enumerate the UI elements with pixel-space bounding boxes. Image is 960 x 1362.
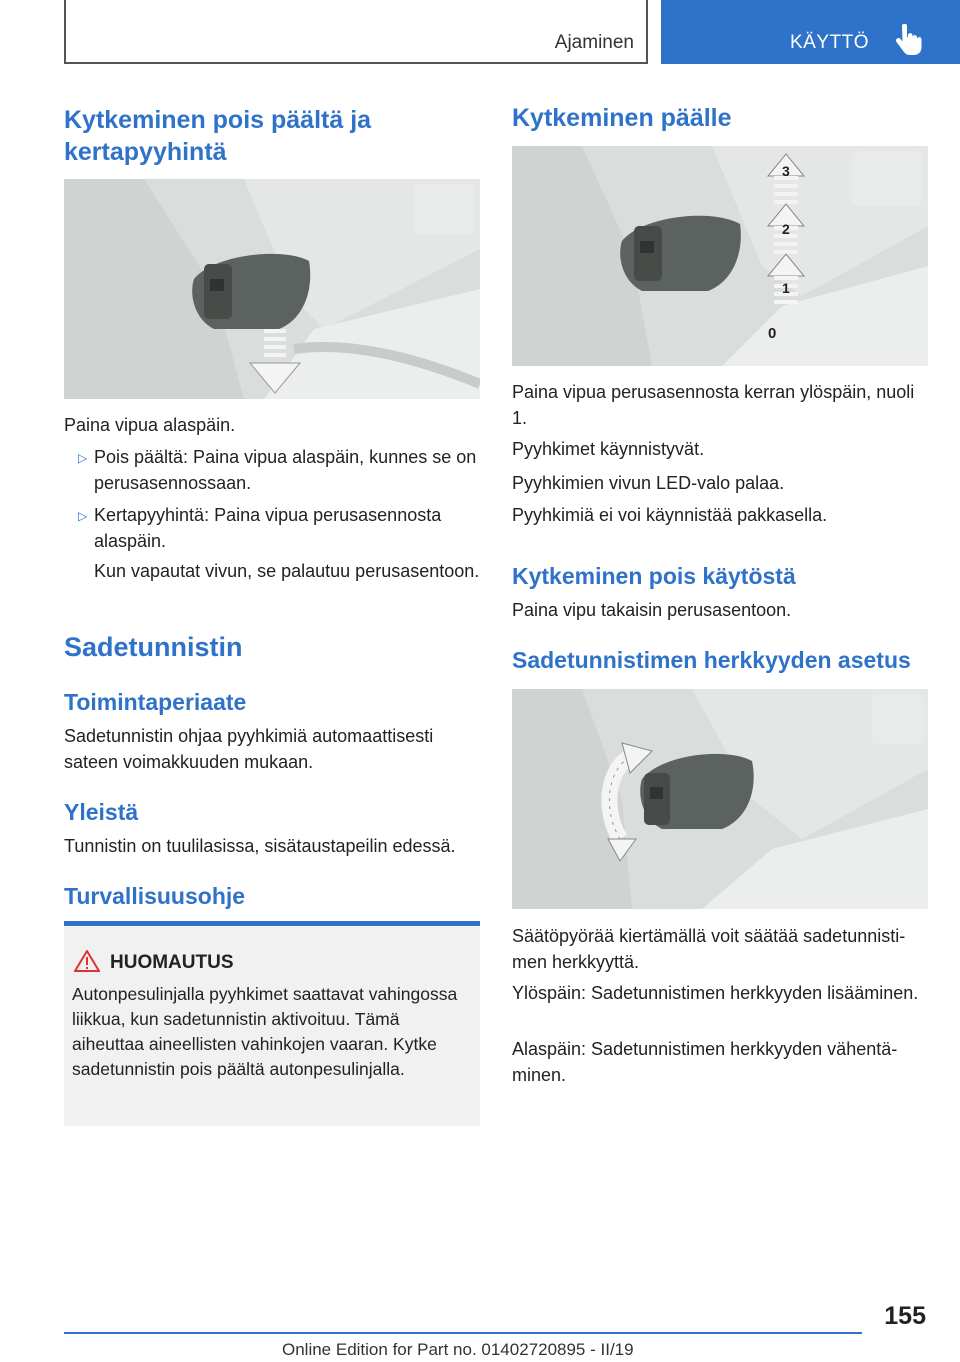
sensitivity-text-2: Ylöspäin: Sadetunnistimen herkkyyden lisääminen. — [512, 983, 919, 1003]
heading-rain-sensor: Sadetunnistin — [64, 632, 243, 662]
pointing-hand-icon — [893, 24, 923, 56]
footer-edition: Online Edition for Part no. 01402720895 - II/19 — [282, 1340, 634, 1359]
bullet-switch-off: Pois päältä: Paina vipua alaspäin, kunnes se on perusasennossaan. — [94, 447, 477, 493]
press-down-text: Paina vipua alaspäin. — [64, 415, 236, 435]
position-2-label: 2 — [782, 221, 790, 237]
heading-safety: Turvallisuusohje — [64, 883, 246, 909]
bullet-single-wipe-note: Kun vapautat vivun, se palautuu perusasentoon. — [94, 561, 480, 581]
warning-triangle-icon — [74, 950, 100, 972]
header-chapter: Ajaminen — [554, 32, 634, 53]
lever-up-illustration — [512, 146, 928, 366]
heading-switch-off: Kytkeminen pois päältä ja kertapyyhintä — [64, 106, 372, 166]
bullet-single-wipe: Kertapyyhintä: Paina vipua perusasennosta alaspäin. — [94, 505, 442, 551]
lever-down-illustration — [64, 179, 480, 399]
switch-on-text-4: Pyyhkimiä ei voi käynnistää pakkasella. — [512, 505, 828, 525]
footer-divider — [64, 1332, 862, 1334]
heading-sensitivity: Sadetunnistimen herkkyyden asetus — [512, 647, 911, 673]
figure-lever-up — [512, 146, 928, 366]
switch-on-text-1: Paina vipua perusasennosta kerran ylöspäin, nuoli 1. — [512, 382, 915, 428]
heading-switch-on: Kytkeminen päälle — [512, 104, 732, 132]
sensitivity-wheel-illustration — [512, 689, 928, 909]
bullet-triangle-icon: ▷ — [78, 451, 88, 465]
heading-deactivate: Kytkeminen pois käytöstä — [512, 563, 796, 589]
switch-on-text-3: Pyyhkimien vivun LED-valo palaa. — [512, 473, 785, 493]
warning-title: HUOMAUTUS — [110, 952, 234, 973]
figure-lever-down — [64, 179, 480, 399]
sensitivity-text-3: Alaspäin: Sadetunnistimen herkkyyden vähentäminen. — [512, 1039, 898, 1085]
deactivate-text: Paina vipu takaisin perusasentoon. — [512, 600, 792, 620]
figure-sensitivity-wheel — [512, 689, 928, 909]
heading-principle: Toimintaperiaate — [64, 689, 247, 715]
page-number: 155 — [884, 1302, 926, 1330]
switch-on-text-2: Pyyhkimet käynnistyvät. — [512, 439, 705, 459]
general-text: Tunnistin on tuulilasissa, sisätaustapeilin edessä. — [64, 836, 456, 856]
position-3-label: 3 — [782, 163, 790, 179]
heading-general: Yleistä — [64, 799, 139, 825]
position-0-label: 0 — [768, 325, 777, 342]
sensitivity-text-1: Säätöpyörää kiertämällä voit säätää sadetunnistimen herkkyyttä. — [512, 926, 906, 972]
bullet-triangle-icon: ▷ — [78, 509, 88, 523]
position-1-label: 1 — [782, 280, 790, 296]
principle-text: Sadetunnistin ohjaa pyyhkimiä automaattisesti sateen voimakkuuden mukaan. — [64, 726, 434, 772]
warning-box — [64, 921, 480, 1126]
warning-text: Autonpesulinjalla pyyhkimet saattavat vahingossa liikkua, kun sadetunnistin aktivoituu. Tämä aiheuttaa aineellisten vahinkojen vaaran. Kytke sadetunnistin pois päältä autonpesulinjalla. — [72, 984, 458, 1079]
header-section-label: KÄYTTÖ — [790, 32, 870, 53]
